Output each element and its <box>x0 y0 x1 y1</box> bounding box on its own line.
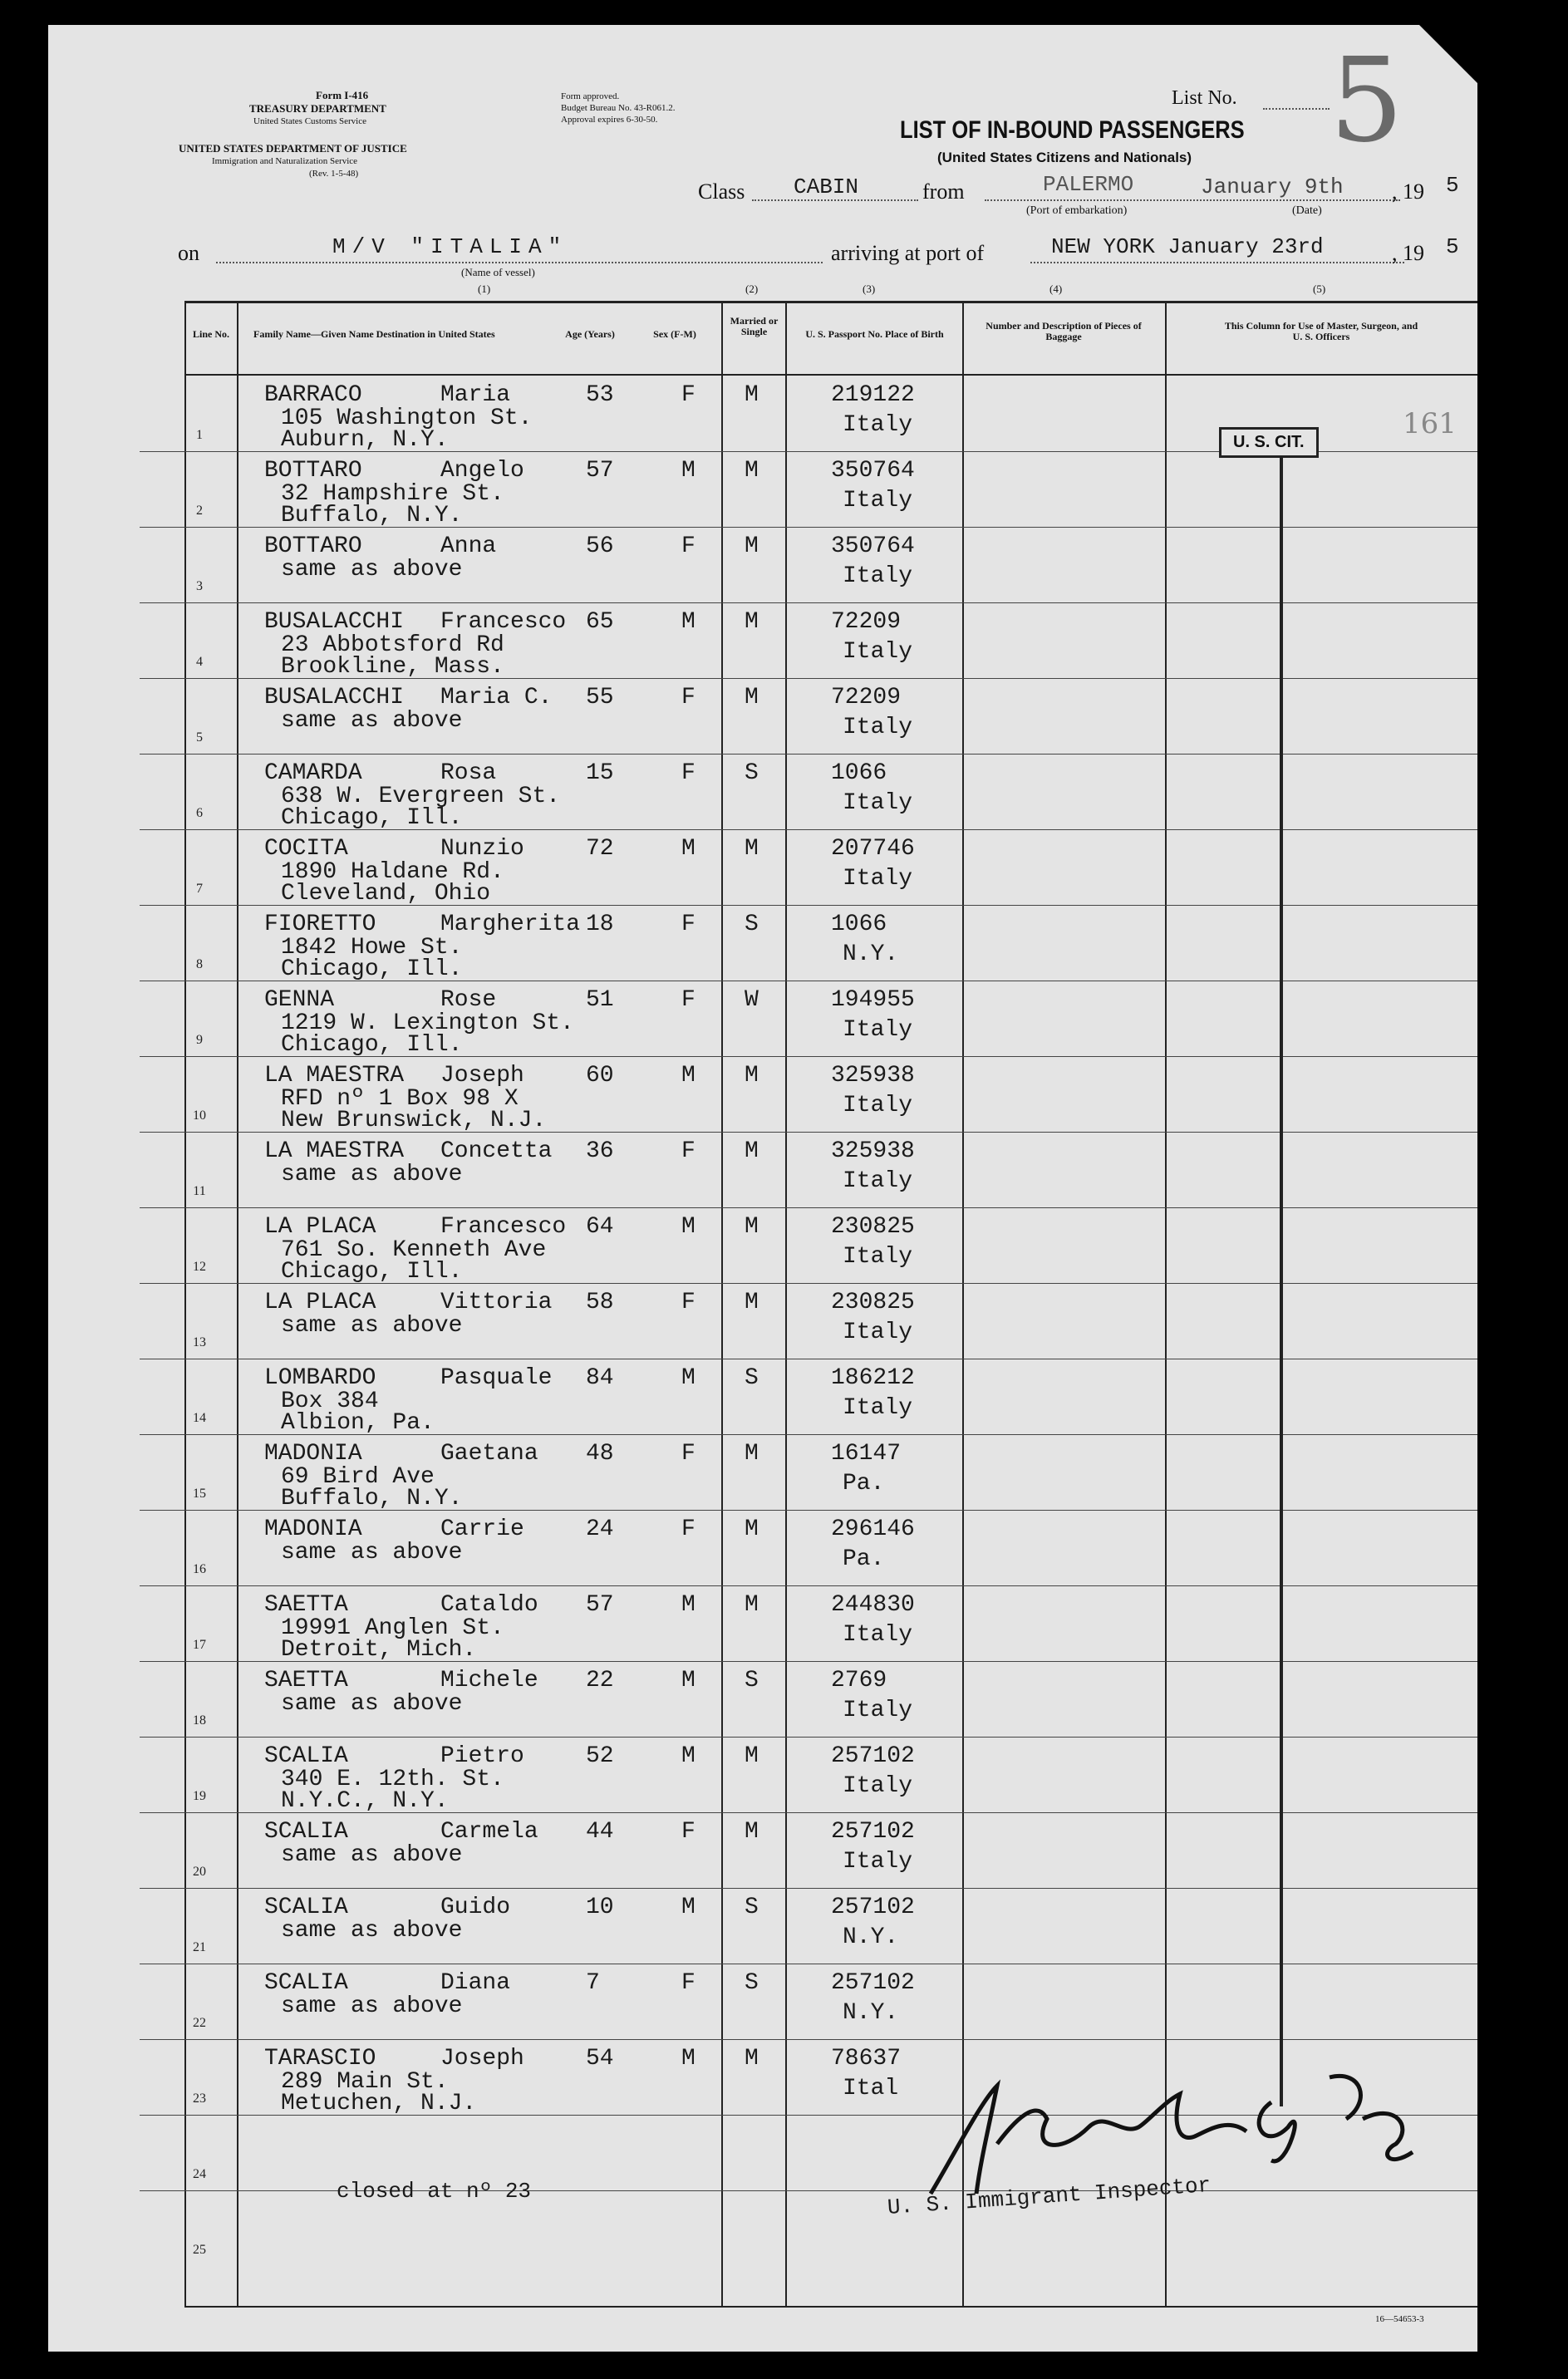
col-num-2: (2) <box>745 283 759 295</box>
place-of-birth: Italy <box>843 1622 913 1648</box>
marital-status: S <box>745 760 759 786</box>
address-line-2: Auburn, N.Y. <box>281 427 449 453</box>
family-name: SCALIA <box>264 1819 348 1845</box>
age: 24 <box>586 1516 614 1542</box>
row-divider <box>140 1207 1477 1208</box>
passport-number: 1066 <box>831 760 887 786</box>
row-divider <box>140 1888 1477 1889</box>
address-line-1: Box 384 <box>281 1389 379 1414</box>
sex: F <box>681 533 696 559</box>
given-name: Francesco <box>440 1214 567 1240</box>
age: 53 <box>586 382 614 408</box>
address-line-2: Chicago, Ill. <box>281 1259 463 1285</box>
approval-expires: Approval expires 6-30-50. <box>561 115 658 125</box>
address-line-2: Albion, Pa. <box>281 1410 435 1436</box>
sex: M <box>681 609 696 635</box>
place-of-birth: Italy <box>843 1773 913 1799</box>
arriving-label: arriving at port of <box>831 241 985 265</box>
port-embarkation-caption: (Port of embarkation) <box>1026 204 1128 217</box>
age: 57 <box>586 458 614 484</box>
header-passport: U. S. Passport No. Place of Birth <box>805 328 944 340</box>
given-name: Maria C. <box>440 685 553 710</box>
family-name: LA PLACA <box>264 1290 376 1315</box>
place-of-birth: Italy <box>843 1168 913 1194</box>
family-name: MADONIA <box>264 1441 362 1467</box>
class-dots <box>752 199 918 201</box>
place-of-birth: Italy <box>843 488 913 514</box>
passport-number: 1066 <box>831 912 887 937</box>
address-line-1: same as above <box>281 1540 463 1566</box>
header-sex: Sex (F-M) <box>653 328 696 340</box>
sex: M <box>681 2046 696 2072</box>
address-line-1: 1842 Howe St. <box>281 935 463 961</box>
place-of-birth: Italy <box>843 866 913 892</box>
address-line-1: 19991 Anglen St. <box>281 1615 504 1641</box>
line-number: 3 <box>196 579 203 593</box>
sex: F <box>681 760 696 786</box>
place-of-birth: Pa. <box>843 1471 885 1497</box>
vessel-caption: (Name of vessel) <box>461 266 535 278</box>
budget-bureau: Budget Bureau No. 43-R061.2. <box>561 103 676 113</box>
header-married: Married or Single <box>730 315 779 337</box>
place-of-birth: Italy <box>843 715 913 740</box>
age: 72 <box>586 836 614 862</box>
family-name: SAETTA <box>264 1592 348 1618</box>
vessel-name: M/V "ITALIA" <box>332 234 568 259</box>
vessel-dots <box>216 262 823 263</box>
family-name: SCALIA <box>264 1895 348 1920</box>
passport-number: 257102 <box>831 1819 915 1845</box>
marital-status: M <box>745 2046 759 2072</box>
address-line-1: same as above <box>281 1918 463 1944</box>
header-officers: This Column for Use of Master, Surgeon, and U. S. Officers <box>1224 320 1418 342</box>
family-name: BOTTARO <box>264 458 362 484</box>
age: 51 <box>586 987 614 1013</box>
marital-status: M <box>745 1138 759 1164</box>
closed-note: closed at nº 23 <box>337 2179 532 2204</box>
address-line-2: New Brunswick, N.J. <box>281 1108 547 1133</box>
address-line-1: 105 Washington St. <box>281 406 533 431</box>
line-number: 16 <box>193 1562 206 1576</box>
given-name: Anna <box>440 533 497 559</box>
age: 84 <box>586 1365 614 1391</box>
given-name: Diana <box>440 1970 511 1996</box>
age: 65 <box>586 609 614 635</box>
address-line-2: Chicago, Ill. <box>281 805 463 831</box>
sex: F <box>681 1819 696 1845</box>
address-line-1: 638 W. Evergreen St. <box>281 784 561 809</box>
sex: M <box>681 458 696 484</box>
citizen-bracket-line <box>1280 457 1283 2106</box>
sex: M <box>681 1063 696 1089</box>
sex: F <box>681 1970 696 1996</box>
arriving-year: , 19 <box>1392 241 1424 265</box>
address-line-2: Buffalo, N.Y. <box>281 1486 463 1511</box>
age: 44 <box>586 1819 614 1845</box>
sex: M <box>681 1592 696 1618</box>
from-year-digit: 5 <box>1446 173 1459 198</box>
col-num-5: (5) <box>1313 283 1326 295</box>
place-of-birth: N.Y. <box>843 1924 899 1950</box>
family-name: SCALIA <box>264 1743 348 1769</box>
passport-number: 350764 <box>831 458 915 484</box>
address-line-2: Metuchen, N.J. <box>281 2091 477 2116</box>
header-name: Family Name—Given Name Destination in United States <box>253 328 495 340</box>
sex: F <box>681 1441 696 1467</box>
family-name: BOTTARO <box>264 533 362 559</box>
marital-status: M <box>745 1819 759 1845</box>
marital-status: M <box>745 1516 759 1542</box>
marital-status: S <box>745 1970 759 1996</box>
address-line-2: Chicago, Ill. <box>281 956 463 982</box>
marital-status: M <box>745 1592 759 1618</box>
place-of-birth: Pa. <box>843 1546 885 1572</box>
class-label: Class <box>698 179 745 204</box>
line-number: 6 <box>196 806 203 820</box>
marital-status: M <box>745 836 759 862</box>
family-name: BUSALACCHI <box>264 685 405 710</box>
address-line-1: same as above <box>281 1691 463 1717</box>
arriving-year-digit: 5 <box>1446 234 1459 259</box>
inspector-title: U. S. Immigrant Inspector <box>886 2172 1212 2220</box>
header-line-no: Line No. <box>192 328 229 340</box>
address-line-1: same as above <box>281 1313 463 1339</box>
place-of-birth: Italy <box>843 1093 913 1118</box>
family-name: SAETTA <box>264 1668 348 1693</box>
page-subtitle: (United States Citizens and Nationals) <box>937 150 1192 165</box>
line-number: 4 <box>196 655 203 669</box>
us-citizen-stamp: U. S. CIT. <box>1219 427 1319 458</box>
line-number: 7 <box>196 882 203 896</box>
marital-status: M <box>745 458 759 484</box>
given-name: Rosa <box>440 760 497 786</box>
age: 10 <box>586 1895 614 1920</box>
line-number: 21 <box>193 1940 206 1954</box>
family-name: COCITA <box>264 836 348 862</box>
passport-number: 350764 <box>831 533 915 559</box>
age: 60 <box>586 1063 614 1089</box>
line-number: 23 <box>193 2091 206 2106</box>
sex: F <box>681 1290 696 1315</box>
line-number: 5 <box>196 730 203 745</box>
family-name: SCALIA <box>264 1970 348 1996</box>
place-of-birth: Italy <box>843 639 913 665</box>
col-num-4: (4) <box>1049 283 1063 295</box>
from-port: PALERMO <box>1043 172 1134 197</box>
justice-dept: UNITED STATES DEPARTMENT OF JUSTICE <box>179 142 407 155</box>
line-number: 12 <box>193 1260 206 1274</box>
address-line-1: same as above <box>281 708 463 734</box>
given-name: Pasquale <box>440 1365 553 1391</box>
family-name: LA PLACA <box>264 1214 376 1240</box>
marital-status: S <box>745 1365 759 1391</box>
place-of-birth: Italy <box>843 1698 913 1723</box>
family-name: TARASCIO <box>264 2046 376 2072</box>
given-name: Carmela <box>440 1819 538 1845</box>
line-number: 18 <box>193 1713 206 1728</box>
age: 22 <box>586 1668 614 1693</box>
passport-number: 16147 <box>831 1441 902 1467</box>
sex: F <box>681 912 696 937</box>
age: 64 <box>586 1214 614 1240</box>
sex: F <box>681 1138 696 1164</box>
form-approved: Form approved. <box>561 91 620 101</box>
from-date: January 9th <box>1201 174 1344 199</box>
passport-number: 257102 <box>831 1970 915 1996</box>
passport-number: 257102 <box>831 1743 915 1769</box>
table-header-bottom <box>184 374 1477 376</box>
arriving-port-date: NEW YORK January 23rd <box>1051 234 1324 259</box>
age: 55 <box>586 685 614 710</box>
line-number: 13 <box>193 1335 206 1349</box>
place-of-birth: Italy <box>843 790 913 816</box>
family-name: CAMARDA <box>264 760 362 786</box>
passport-number: 72209 <box>831 609 902 635</box>
marital-status: M <box>745 1214 759 1240</box>
inspector-signature <box>897 2052 1429 2219</box>
given-name: Cataldo <box>440 1592 538 1618</box>
marital-status: W <box>745 987 759 1013</box>
place-of-birth: Italy <box>843 1320 913 1345</box>
family-name: LOMBARDO <box>264 1365 376 1391</box>
given-name: Vittoria <box>440 1290 553 1315</box>
address-line-2: Chicago, Ill. <box>281 1032 463 1058</box>
sex: F <box>681 685 696 710</box>
given-name: Guido <box>440 1895 511 1920</box>
family-name: LA MAESTRA <box>264 1138 405 1164</box>
passport-number: 230825 <box>831 1214 915 1240</box>
address-line-1: same as above <box>281 1993 463 2019</box>
address-line-1: 340 E. 12th. St. <box>281 1767 504 1792</box>
given-name: Carrie <box>440 1516 524 1542</box>
line-number: 14 <box>193 1411 206 1425</box>
given-name: Francesco <box>440 609 567 635</box>
form-number: Form I-416 <box>316 89 369 101</box>
address-line-1: 289 Main St. <box>281 2069 449 2095</box>
passport-number: 219122 <box>831 382 915 408</box>
sex: F <box>681 1516 696 1542</box>
table-top-border <box>184 301 1477 303</box>
passport-number: 207746 <box>831 836 915 862</box>
passport-number: 78637 <box>831 2046 902 2072</box>
address-line-1: same as above <box>281 1842 463 1868</box>
line-number: 25 <box>193 2243 206 2257</box>
family-name: LA MAESTRA <box>264 1063 405 1089</box>
sex: M <box>681 1668 696 1693</box>
row-divider <box>140 1585 1477 1586</box>
address-line-1: 1890 Haldane Rd. <box>281 859 504 885</box>
marital-status: M <box>745 1441 759 1467</box>
age: 52 <box>586 1743 614 1769</box>
line-number: 10 <box>193 1108 206 1123</box>
given-name: Concetta <box>440 1138 553 1164</box>
given-name: Angelo <box>440 458 524 484</box>
passport-number: 244830 <box>831 1592 915 1618</box>
family-name: MADONIA <box>264 1516 362 1542</box>
place-of-birth: N.Y. <box>843 2000 899 2026</box>
row-divider <box>140 602 1477 603</box>
age: 57 <box>586 1592 614 1618</box>
marital-status: S <box>745 1668 759 1693</box>
address-line-1: same as above <box>281 557 463 582</box>
line-number: 9 <box>196 1033 203 1047</box>
given-name: Joseph <box>440 1063 524 1089</box>
place-of-birth: Italy <box>843 1244 913 1270</box>
marital-status: S <box>745 912 759 937</box>
address-line-2: Cleveland, Ohio <box>281 881 491 907</box>
address-line-2: Buffalo, N.Y. <box>281 503 463 528</box>
sex: M <box>681 1214 696 1240</box>
list-number: 5 <box>1330 33 1404 169</box>
passport-number: 325938 <box>831 1063 915 1089</box>
footer-code: 16—54653-3 <box>1375 2314 1424 2324</box>
line-number: 17 <box>193 1638 206 1652</box>
from-label: from <box>922 179 965 204</box>
given-name: Nunzio <box>440 836 524 862</box>
line-number: 2 <box>196 504 203 518</box>
on-label: on <box>178 241 199 265</box>
customs-service: United States Customs Service <box>253 116 366 126</box>
col-num-3: (3) <box>863 283 876 295</box>
given-name: Joseph <box>440 2046 524 2072</box>
stamp-number: 161 <box>1403 407 1457 440</box>
given-name: Maria <box>440 382 511 408</box>
passport-number: 230825 <box>831 1290 915 1315</box>
marital-status: M <box>745 382 759 408</box>
sex: F <box>681 987 696 1013</box>
class-value: CABIN <box>794 174 859 199</box>
given-name: Pietro <box>440 1743 524 1769</box>
family-name: FIORETTO <box>264 912 376 937</box>
age: 15 <box>586 760 614 786</box>
passport-number: 194955 <box>831 987 915 1013</box>
family-name: BARRACO <box>264 382 362 408</box>
sex: M <box>681 1895 696 1920</box>
place-of-birth: Italy <box>843 1395 913 1421</box>
marital-status: M <box>745 1743 759 1769</box>
family-name: GENNA <box>264 987 335 1013</box>
place-of-birth: N.Y. <box>843 941 899 967</box>
passport-number: 296146 <box>831 1516 915 1542</box>
list-no-label: List No. <box>1172 87 1237 109</box>
marital-status: S <box>745 1895 759 1920</box>
line-number: 22 <box>193 2016 206 2030</box>
from-dots <box>985 199 1400 201</box>
passport-number: 72209 <box>831 685 902 710</box>
page-title: LIST OF IN-BOUND PASSENGERS <box>900 116 1245 144</box>
marital-status: M <box>745 1290 759 1315</box>
line-number: 8 <box>196 957 203 971</box>
passport-number: 2769 <box>831 1668 887 1693</box>
address-line-2: Detroit, Mich. <box>281 1637 477 1663</box>
line-number: 11 <box>193 1184 206 1198</box>
line-number: 1 <box>196 428 203 442</box>
address-line-1: 69 Bird Ave <box>281 1464 435 1490</box>
immigration-service: Immigration and Naturalization Service <box>212 156 358 166</box>
marital-status: M <box>745 1063 759 1089</box>
place-of-birth: Italy <box>843 1849 913 1875</box>
passport-number: 186212 <box>831 1365 915 1391</box>
age: 18 <box>586 912 614 937</box>
age: 58 <box>586 1290 614 1315</box>
header-baggage: Number and Description of Pieces of Baggage <box>986 320 1142 342</box>
marital-status: M <box>745 685 759 710</box>
line-number: 20 <box>193 1865 206 1879</box>
place-of-birth: Ital <box>843 2076 899 2101</box>
given-name: Gaetana <box>440 1441 538 1467</box>
address-line-1: same as above <box>281 1162 463 1187</box>
address-line-1: 32 Hampshire St. <box>281 481 504 507</box>
date-caption: (Date) <box>1292 204 1322 217</box>
place-of-birth: Italy <box>843 1017 913 1043</box>
place-of-birth: Italy <box>843 412 913 438</box>
address-line-1: 761 So. Kenneth Ave <box>281 1237 547 1263</box>
sex: M <box>681 1743 696 1769</box>
age: 7 <box>586 1970 600 1996</box>
line-number: 19 <box>193 1789 206 1803</box>
age: 54 <box>586 2046 614 2072</box>
address-line-1: 23 Abbotsford Rd <box>281 632 504 658</box>
address-line-2: N.Y.C., N.Y. <box>281 1788 449 1814</box>
address-line-2: Brookline, Mass. <box>281 654 504 680</box>
address-line-1: 1219 W. Lexington St. <box>281 1010 574 1036</box>
given-name: Rose <box>440 987 497 1013</box>
table-bottom-border <box>184 2306 1477 2308</box>
address-line-1: RFD nº 1 Box 98 X <box>281 1086 519 1112</box>
revision: (Rev. 1-5-48) <box>309 169 359 179</box>
row-divider <box>140 2039 1477 2040</box>
sex: F <box>681 382 696 408</box>
given-name: Michele <box>440 1668 538 1693</box>
age: 48 <box>586 1441 614 1467</box>
marital-status: M <box>745 533 759 559</box>
line-number: 15 <box>193 1487 206 1501</box>
given-name: Margherita <box>440 912 581 937</box>
header-age: Age (Years) <box>565 328 615 340</box>
arriving-dots <box>1030 262 1404 263</box>
sex: M <box>681 836 696 862</box>
list-no-dots <box>1263 108 1330 110</box>
line-number: 24 <box>193 2167 206 2181</box>
col-num-1: (1) <box>478 283 491 295</box>
age: 36 <box>586 1138 614 1164</box>
place-of-birth: Italy <box>843 563 913 589</box>
passport-number: 257102 <box>831 1895 915 1920</box>
marital-status: M <box>745 609 759 635</box>
passport-number: 325938 <box>831 1138 915 1164</box>
age: 56 <box>586 533 614 559</box>
sex: M <box>681 1365 696 1391</box>
row-divider <box>140 1737 1477 1738</box>
treasury-dept: TREASURY DEPARTMENT <box>249 102 386 115</box>
family-name: BUSALACCHI <box>264 609 405 635</box>
from-year: , 19 <box>1392 179 1424 204</box>
